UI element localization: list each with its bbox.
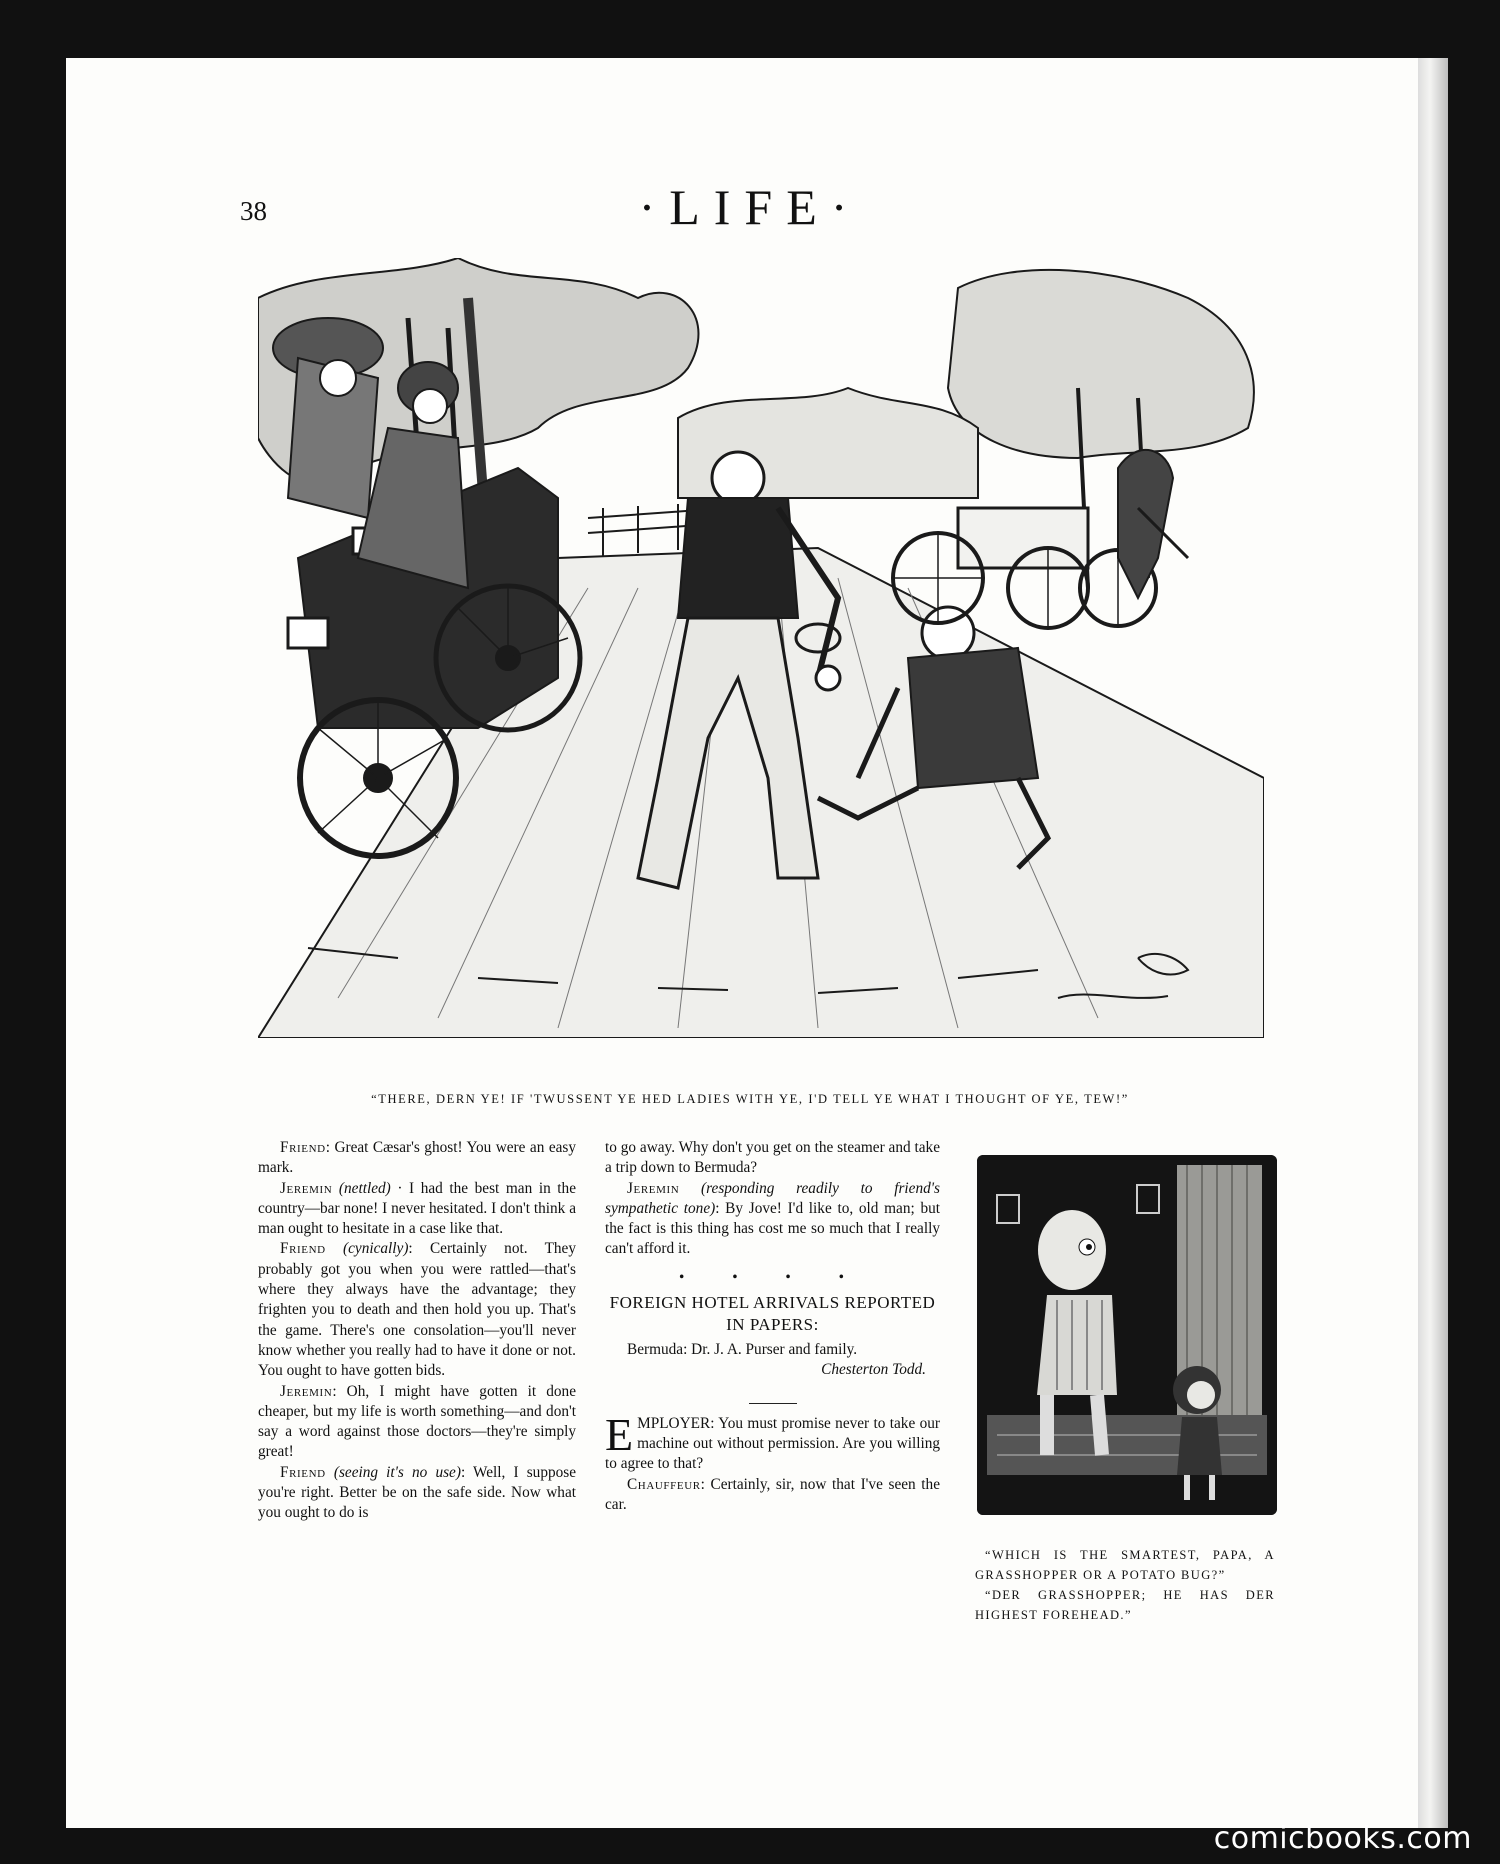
speaker-name: Chauffeur	[627, 1475, 701, 1493]
section-dots: • • • •	[679, 1268, 866, 1286]
dialogue-continuation: to go away. Why don't you get on the steamer and take a trip down to Bermuda?	[605, 1139, 940, 1177]
speaker-name: Friend	[280, 1240, 326, 1258]
dialogue-text: : Well, I suppose you're right. Better be on the safe side. Now what you ought to do is	[258, 1463, 577, 1522]
dialogue-line	[605, 1475, 940, 1516]
dialogue-text: : Great Cæsar's ghost! You were an easy mark.	[258, 1139, 576, 1177]
dialogue-line	[258, 1179, 576, 1240]
arrivals-signature: Chesterton Todd.	[821, 1361, 926, 1379]
dialogue-text: : Certainly not. They probably got you when you were rattled—that's where they always have the advantage; they frighten you to death and then hold you up. That's the game. There's one consolation—you'll never know whether you really had to have it done or not. You ought to have gotten bids.	[258, 1240, 576, 1380]
speaker-name: Jeremin	[627, 1179, 680, 1197]
dialogue-text: : Certainly, sir, now that I've seen the car.	[605, 1475, 940, 1513]
speaker-name: Jeremin	[280, 1382, 333, 1400]
page-spine	[1418, 58, 1448, 1828]
speaker-name: Jeremin	[280, 1179, 333, 1197]
main-cartoon-illustration	[258, 258, 1264, 1038]
masthead-title: ·LIFE·	[638, 179, 862, 235]
stage-direction: (nettled)	[338, 1179, 391, 1197]
dialogue-text: : Oh, I might have gotten it done cheaper, but my life is worth something—and don't say a word against those doctors—they're simply great!	[258, 1382, 576, 1461]
speaker-name: Friend	[280, 1139, 326, 1156]
section-rule	[749, 1403, 797, 1404]
dialogue-line	[258, 1138, 576, 1179]
drop-cap: E	[605, 1408, 634, 1460]
site-watermark: comicbooks.com	[1213, 1821, 1472, 1856]
employer-text: MPLOYER: You must promise never to take our machine out without permission. Are you willing to agree to that?	[605, 1414, 940, 1473]
page-number: 38	[240, 196, 267, 226]
caption-question: “WHICH IS THE SMARTEST, PAPA, A GRASSHOPPER OR A POTATO BUG?”	[975, 1548, 1275, 1582]
stage-direction: (cynically)	[343, 1240, 409, 1258]
side-cartoon-caption	[975, 1545, 1275, 1625]
stage-direction: (seeing it's no use)	[333, 1463, 461, 1481]
text-column-1	[258, 1138, 576, 1524]
employer-paragraph	[605, 1408, 940, 1475]
side-cartoon-illustration	[977, 1155, 1277, 1515]
dialogue-text: · I had the best man in the country—bar none! I never hesitated. I don't think a man ought to hesitate in a case like that.	[258, 1179, 576, 1238]
dialogue-line	[605, 1179, 940, 1260]
dialogue-line	[258, 1463, 576, 1524]
dialogue-line	[258, 1382, 576, 1463]
main-cartoon-caption: “THERE, DERN YE! IF 'TWUSSENT YE HED LADIES WITH YE, I'D TELL YE WHAT I THOUGHT OF YE, TEW!”	[371, 1092, 1129, 1106]
speaker-name: Friend	[280, 1463, 326, 1481]
arrivals-line: Bermuda: Dr. J. A. Purser and family.	[627, 1341, 858, 1359]
caption-answer: “DER GRASSHOPPER; HE HAS DER HIGHEST FOREHEAD.”	[975, 1588, 1275, 1622]
dialogue-line	[258, 1239, 576, 1381]
dialogue-text: : By Jove! I'd like to, old man; but the fact is this thing has cost me so much that I really can't afford it.	[605, 1199, 940, 1258]
section-headline: FOREIGN HOTEL ARRIVALS REPORTED IN PAPERS:	[609, 1293, 936, 1335]
stage-direction: (responding readily to friend's sympathetic tone)	[605, 1179, 940, 1217]
text-column-2	[605, 1138, 940, 1515]
